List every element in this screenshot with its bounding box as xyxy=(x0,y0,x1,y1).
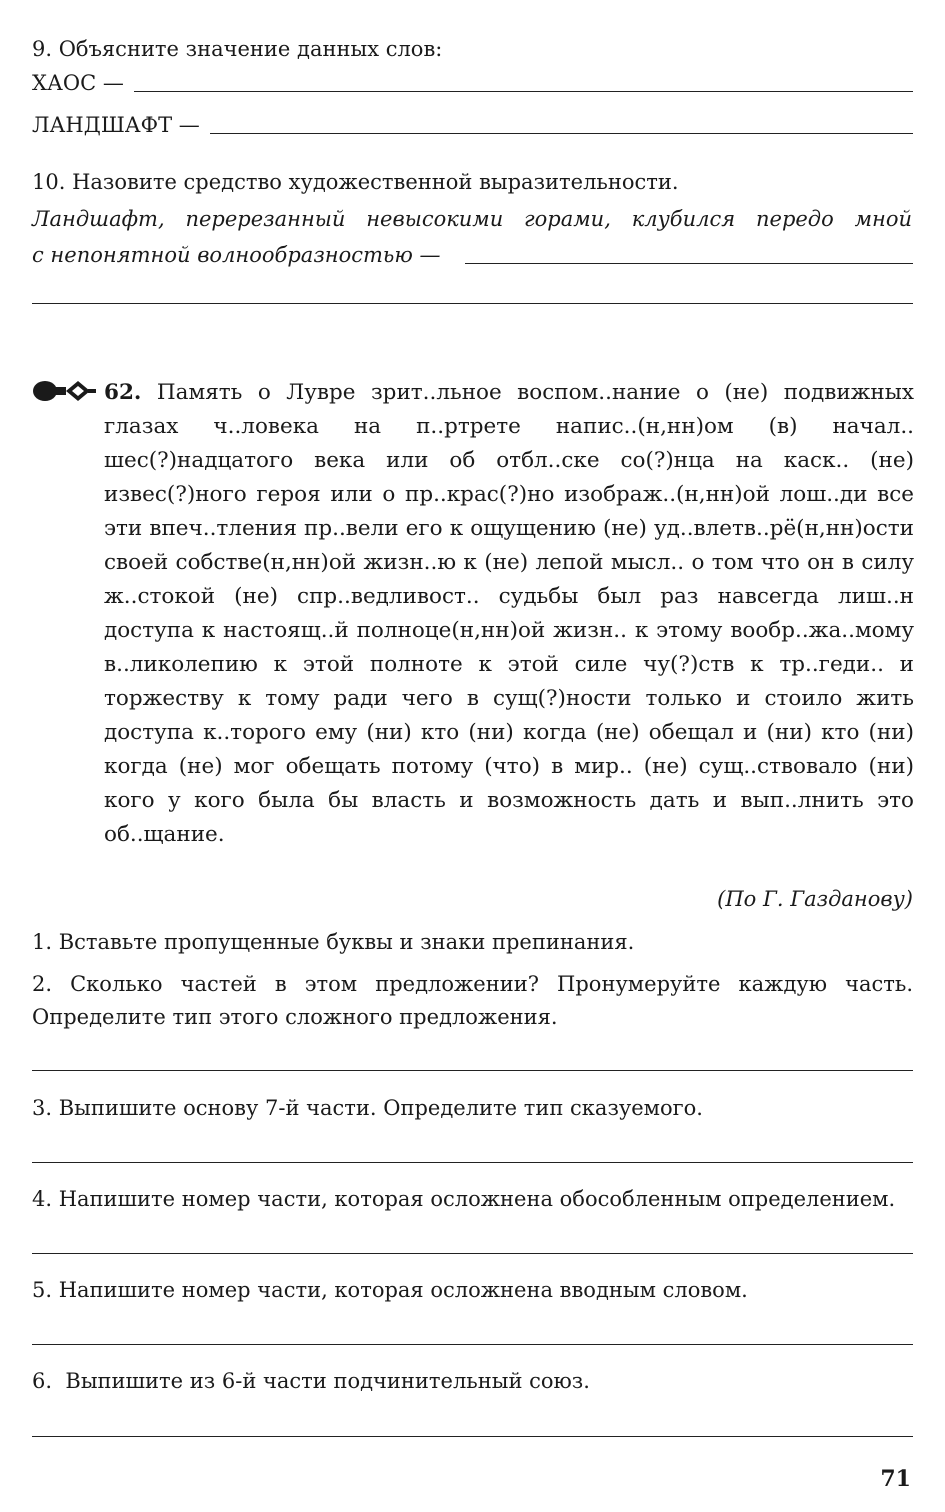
answer-line-task-2[interactable] xyxy=(32,1070,913,1071)
answer-blank-q10-extra[interactable] xyxy=(32,303,913,304)
exercise-marker-icon xyxy=(32,378,98,404)
q9-word-landscape: ЛАНДШАФТ — xyxy=(32,113,200,137)
task-3: 3. Выпишите основу 7-й части. Определите тип сказуемого. xyxy=(32,1096,703,1120)
exercise-body: Память о Лувре зрит..льное воспом..нание о (не) подвижных глазах ч..ловека на п..ртрете напис..(н,нн)ом (в) начал.. шес(?)надцатого века или об отбл..ске со(?)нца на каск.. (не) извес(?)ного героя или о пр..крас(?)но изображ..(н,нн)ой лош..ди все эти впеч..тления пр..вели его к ощущению (не) уд..влетв..рё(н,нн)ости своей собстве(н,нн)ой жизн..ю к (не) лепой мысл.. о том что он в силу ж..стокой (не) спр..ведливост.. судьбы был раз навсегда лиш..н доступа к настоящ..й полноце(н,нн)ой жизн.. к этому вообр..жа..мому в..ликолепию к этой полноте к этой силе чу(?)ств к тр..геди.. и торжеству к тому ради чего в сущ(?)ности только и стоило жить доступа к..торого ему (ни) кто (ни) когда (не) обещал и (ни) кто (ни) когда (не) мог обещать потому (что) в мир.. (не) сущ..ствовало (ни) кого у кого была бы власть и возможность дать и вып..лнить это об..щание. xyxy=(104,380,915,847)
answer-line-task-3[interactable] xyxy=(32,1162,913,1163)
answer-line-task-5[interactable] xyxy=(32,1344,913,1345)
answer-line-task-6[interactable] xyxy=(32,1436,913,1437)
answer-blank-landscape[interactable] xyxy=(210,133,913,134)
exercise-source: (По Г. Газданову) xyxy=(717,887,913,911)
answer-line-task-4[interactable] xyxy=(32,1253,913,1254)
task-5: 5. Напишите номер части, которая осложнена вводным словом. xyxy=(32,1278,748,1302)
q10-answer-row xyxy=(32,242,913,268)
answer-blank-chaos[interactable] xyxy=(134,91,913,92)
task-4: 4. Напишите номер части, которая осложнена обособленным определением. xyxy=(32,1187,896,1211)
q10-title: 10. Назовите средство художественной выразительности. xyxy=(32,170,679,194)
exercise-62-text xyxy=(104,376,914,852)
q10-quote-line2: с непонятной волнообразностью — xyxy=(32,243,441,267)
page-number: 71 xyxy=(880,1466,911,1492)
q9-answer-row-landscape xyxy=(32,112,913,138)
task-6: 6. Выпишите из 6-й части подчинительный союз. xyxy=(32,1369,590,1393)
q9-answer-row-chaos xyxy=(32,70,913,96)
task-1: 1. Вставьте пропущенные буквы и знаки препинания. xyxy=(32,930,635,954)
q9-title: 9. Объясните значение данных слов: xyxy=(32,37,443,61)
q9-word-chaos: ХАОС — xyxy=(32,71,124,95)
exercise-number: 62. xyxy=(104,380,142,405)
task-2: 2. Сколько частей в этом предложении? Пронумеруйте каждую часть. Определите тип этого сложного предложения. xyxy=(32,972,913,1029)
answer-blank-q10[interactable] xyxy=(465,263,913,264)
q10-quote-line1: Ландшафт, перерезанный невысокими горами, клубился передо мной xyxy=(32,207,912,231)
